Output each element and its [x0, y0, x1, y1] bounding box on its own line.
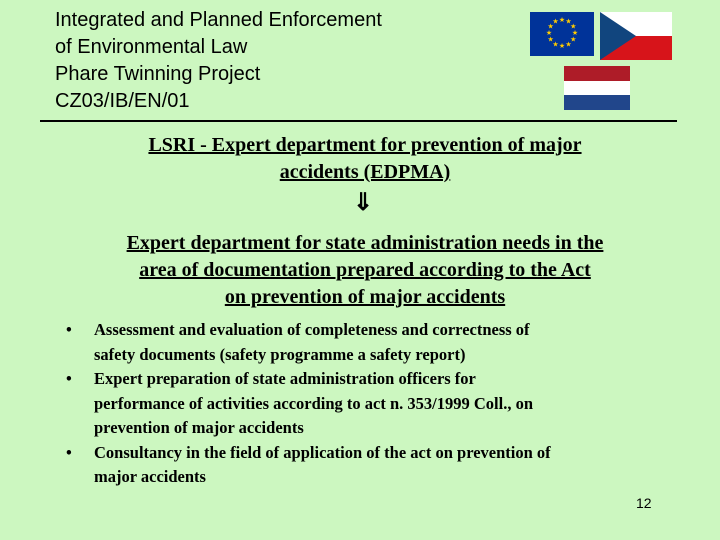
netherlands-flag-icon — [564, 66, 630, 110]
header-line: CZ03/IB/EN/01 — [55, 90, 190, 112]
svg-text:★: ★ — [558, 42, 566, 50]
bullet-icon: • — [66, 369, 72, 388]
list-item-text: Consultancy in the field of application of the act on prevention of — [94, 442, 551, 462]
heading-line: area of documentation prepared according to the Act — [139, 259, 591, 281]
heading-line: on prevention of major accidents — [224, 286, 506, 308]
list-item — [66, 318, 666, 367]
header-divider — [40, 120, 677, 122]
list-item-text: Assessment and evaluation of completeness and correctness of — [94, 320, 530, 339]
svg-text:★: ★ — [565, 40, 572, 49]
heading-line: Expert department for state administration needs in the — [126, 232, 604, 254]
bullet-icon: • — [66, 320, 72, 339]
header-title — [55, 7, 382, 115]
svg-text:★: ★ — [570, 22, 577, 31]
list-item-text: major accidents — [94, 467, 206, 486]
svg-text:★: ★ — [552, 17, 559, 26]
heading-line: accidents (EDPMA) — [279, 161, 451, 183]
heading-line: LSRI - Expert department for prevention of major — [148, 134, 582, 156]
header-line: Phare Twinning Project — [55, 63, 261, 85]
list-item-text: prevention of major accidents — [94, 418, 304, 437]
page-number: 12 — [636, 495, 652, 511]
svg-text:★: ★ — [570, 35, 577, 44]
down-arrow-icon: ⇓ — [353, 190, 374, 216]
eu-flag-icon — [530, 12, 594, 56]
svg-text:★: ★ — [571, 29, 579, 37]
bullet-icon: • — [66, 442, 72, 462]
svg-text:★: ★ — [558, 16, 566, 24]
list-item — [66, 441, 666, 490]
list-item-text: safety documents (safety programme a safety report) — [94, 344, 466, 364]
list-item — [66, 367, 666, 441]
section-heading-edpma — [60, 132, 670, 186]
czech-flag-icon — [600, 12, 672, 60]
header-line: of Environmental Law — [55, 36, 248, 58]
list-item-text: performance of activities according to act n. 353/1999 Coll., on — [94, 393, 534, 413]
section-heading-state-admin — [60, 230, 670, 311]
header-line: Integrated and Planned Enforcement — [55, 9, 382, 31]
svg-text:★: ★ — [547, 22, 554, 31]
bullet-list — [66, 318, 666, 490]
list-item-text: Expert preparation of state administration officers for — [94, 369, 476, 388]
svg-text:★: ★ — [547, 35, 554, 44]
svg-text:★: ★ — [545, 29, 553, 37]
svg-text:★: ★ — [565, 17, 572, 26]
svg-text:★: ★ — [552, 40, 559, 49]
